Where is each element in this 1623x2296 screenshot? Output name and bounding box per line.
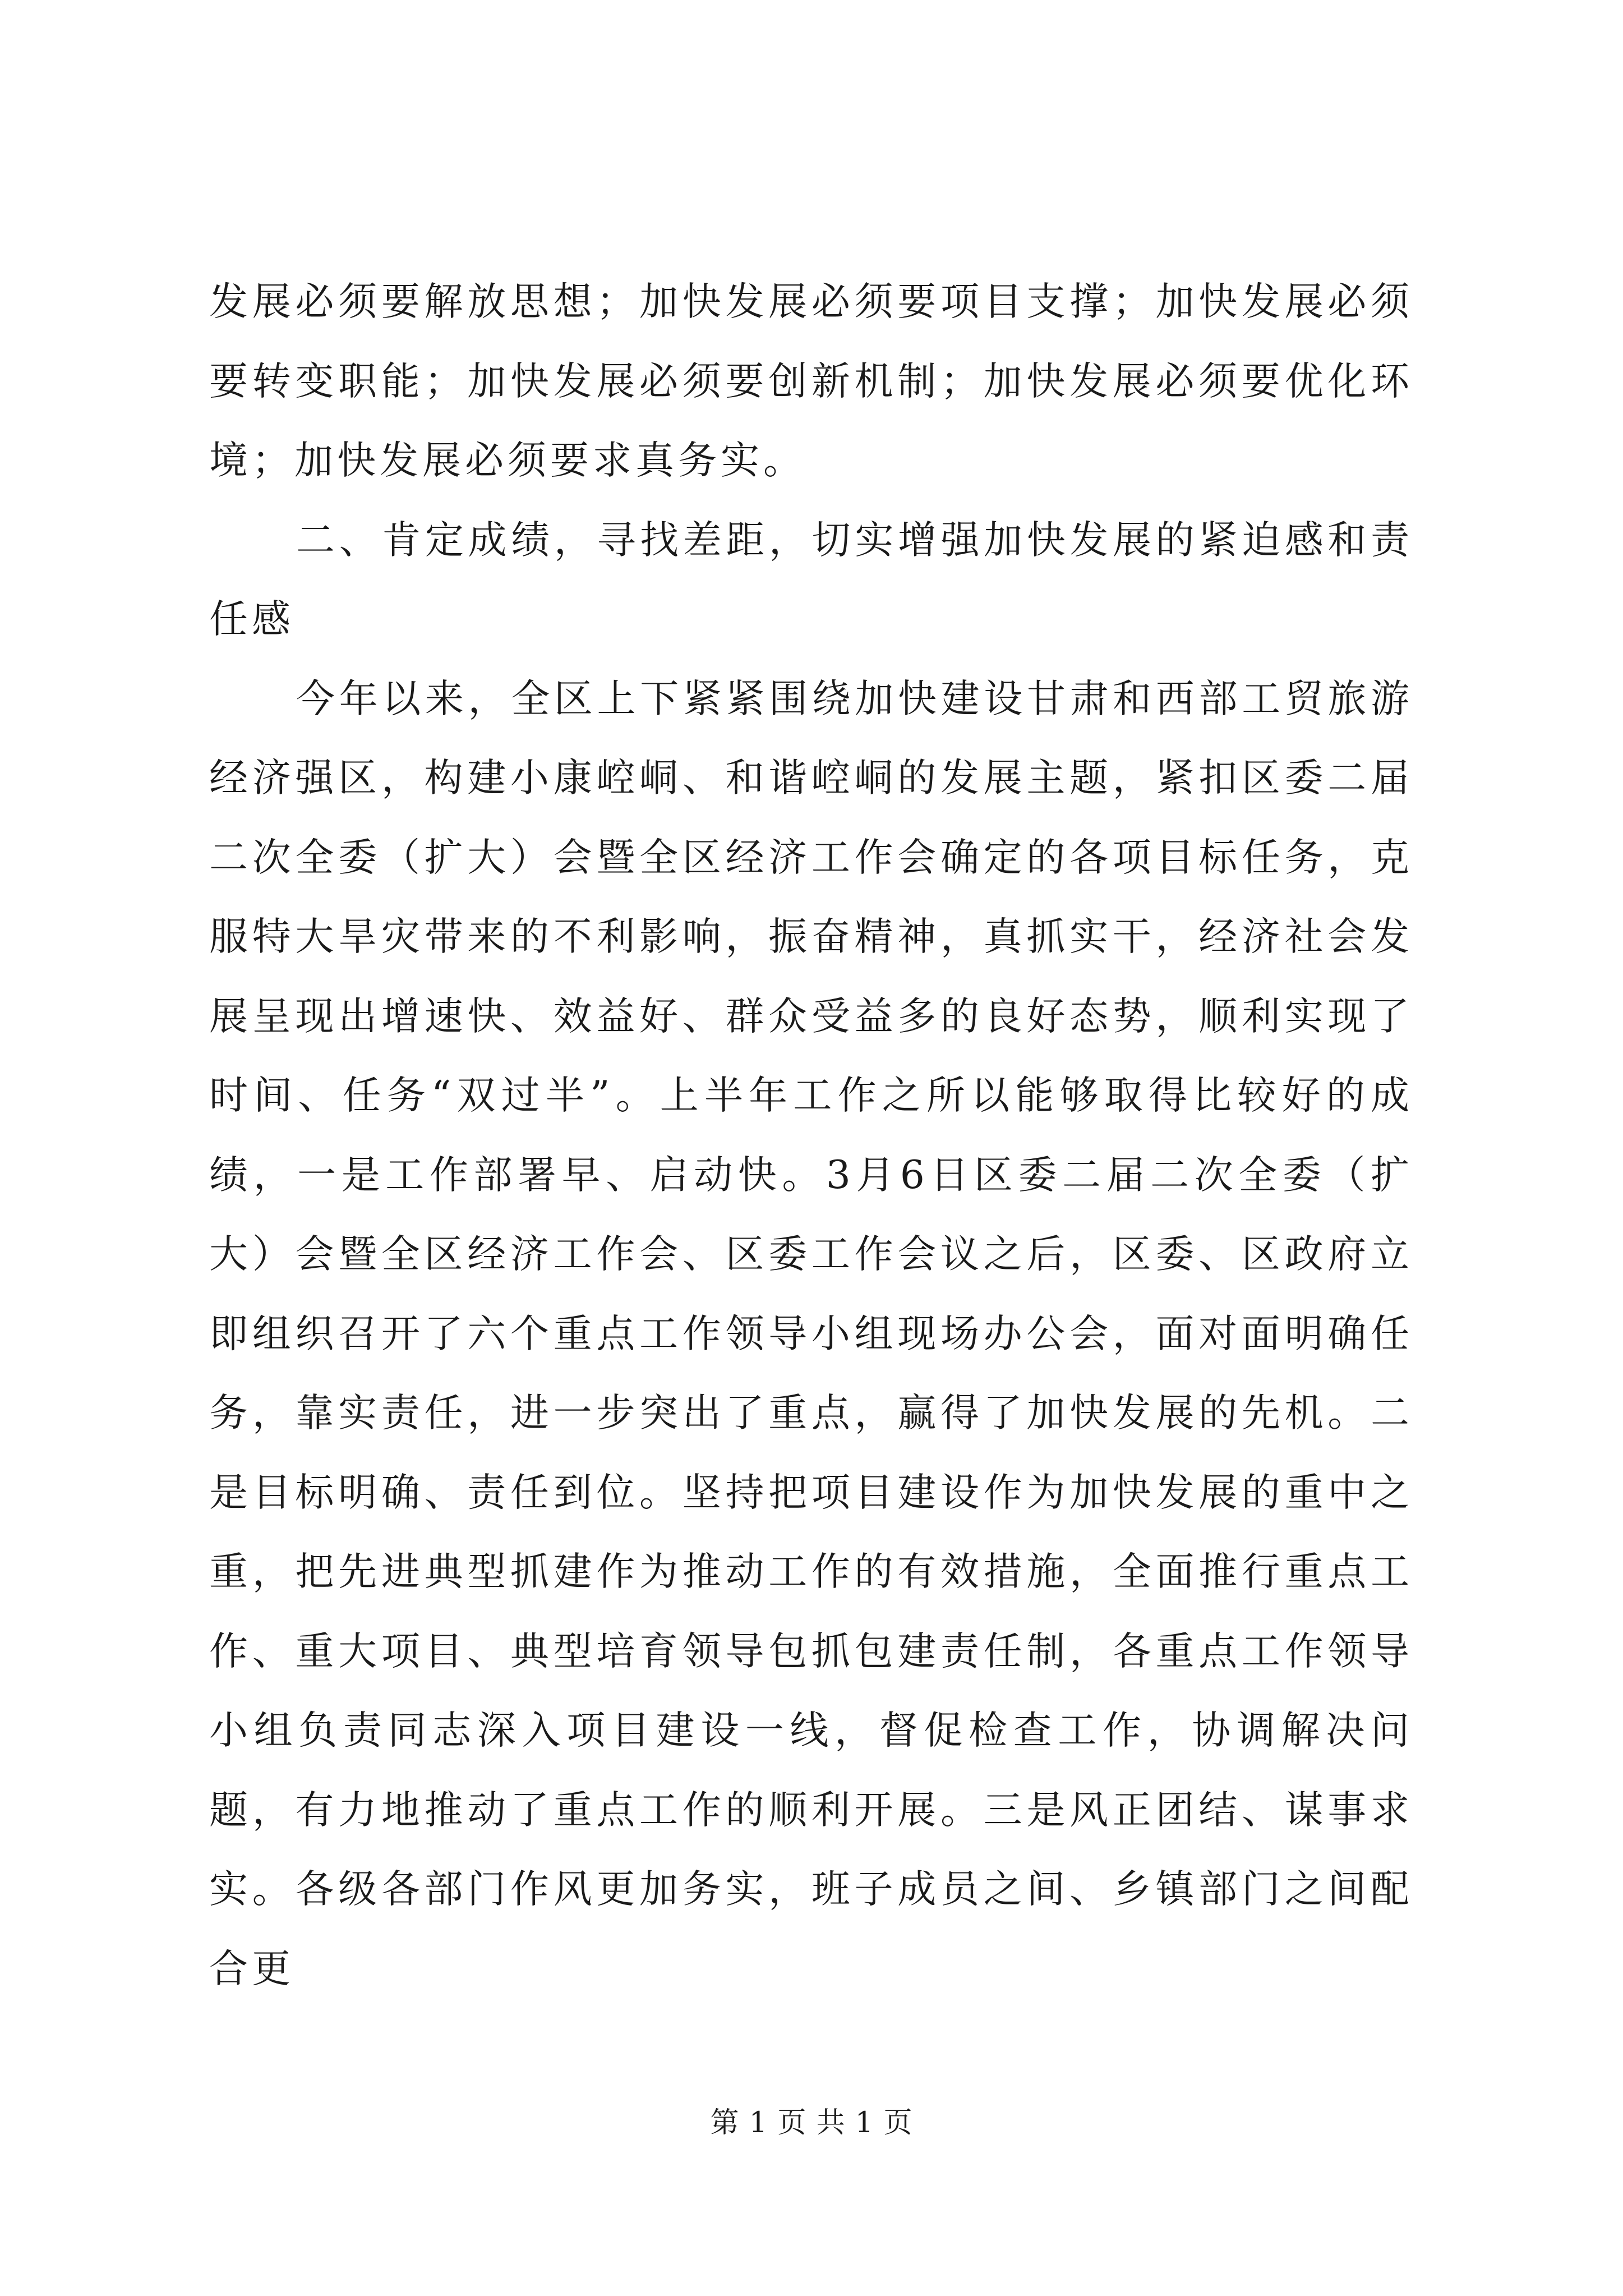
section-heading: 二、肯定成绩，寻找差距，切实增强加快发展的紧迫感和责任感 <box>209 517 1413 642</box>
body-paragraph: 今年以来，全区上下紧紧围绕加快建设甘肃和西部工贸旅游经济强区，构建小康崆峒、和谐崆峒的发展主题，紧扣区委二届二次全委（扩大）会暨全区经济工作会确定的各项目标任务，克服特大旱灾带来的不利影响，振奋精神，真抓实干，经济社会发展呈现出增速快、效益好、群众受益多的良好态势，顺利实现了时间、任务“双过半”。上半年工作之所以能够取得比较好的成绩，一是工作部署早、启动快。3月6日区委二届二次全委（扩大）会暨全区经济工作会、区委工作会议之后，区委、区政府立即组织召开了六个重点工作领导小组现场办公会，面对面明确任务，靠实责任，进一步突出了重点，赢得了加快发展的先机。二是目标明确、责任到位。坚持把项目建设作为加快发展的重中之重，把先进典型抓建作为推动工作的有效措施，全面推行重点工作、重大项目、典型培育领导包抓包建责任制，各重点工作领导小组负责同志深入项目建设一线，督促检查工作，协调解决问题，有力地推动了重点工作的顺利开展。三是风正团结、谋事求实。各级各部门作风更加务实，班子成员之间、乡镇部门之间配合更 <box>209 676 1413 1991</box>
body-paragraph: 发展必须要解放思想；加快发展必须要项目支撑；加快发展必须要转变职能；加快发展必须要创新机制；加快发展必须要优化环境；加快发展必须要求真务实。 <box>209 279 1413 483</box>
page-footer: 第 1 页 共 1 页 <box>710 2106 913 2139</box>
document-body <box>209 263 1413 2009</box>
